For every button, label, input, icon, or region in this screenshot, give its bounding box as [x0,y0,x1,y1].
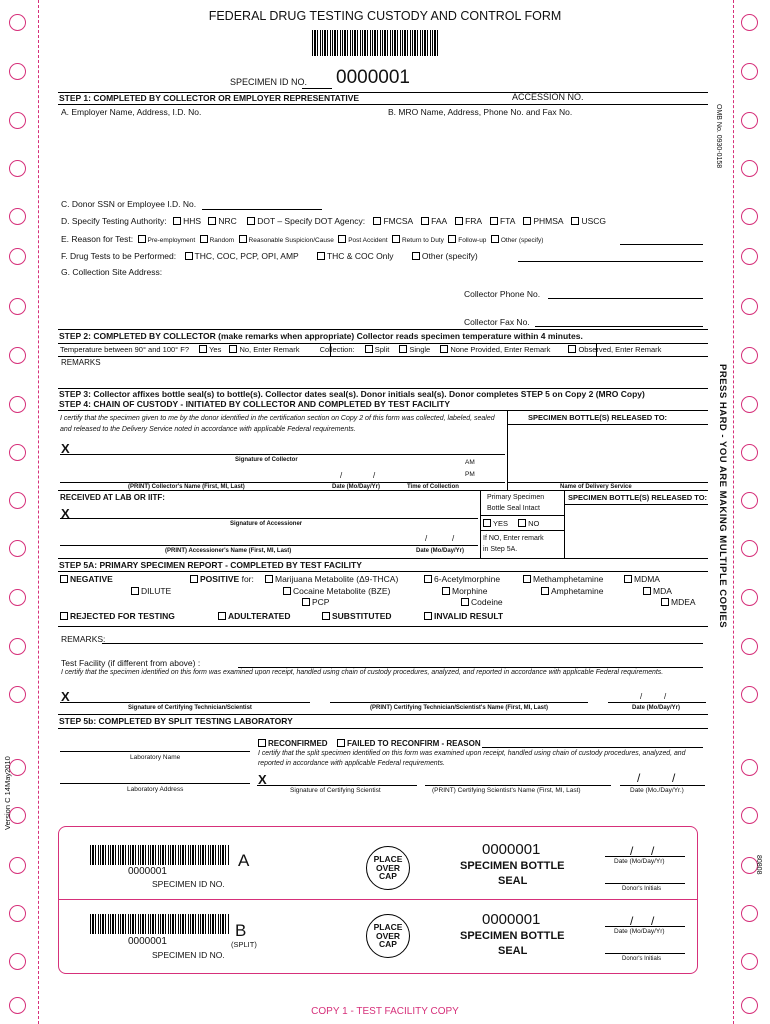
step5a-title: STEP 5A: PRIMARY SPECIMEN REPORT - COMPLETED BY TEST FACILITY [59,560,362,570]
accessioner-signature-label: Signature of Accessioner [230,521,303,527]
nrc-checkbox[interactable] [208,217,216,225]
press-hard-notice: PRESS HARD - YOU ARE MAKING MULTIPLE COPIES [717,364,728,629]
split-date-slash-1: / [637,771,641,785]
drug-amphetamine[interactable]: Amphetamine [541,587,603,596]
label-b-cap: PLACE OVER CAP [366,914,410,958]
pm-label: PM [465,471,475,478]
facility-certification: I certify that the specimen identified on this form was examined upon receipt, handled using chain of custody procedures, analyzed, and reported in accordance with applicable Federal requirements. [61,669,664,676]
accessioner-date-label: Date (Mo/Day/Yr) [416,548,465,554]
label-a-id: 0000001 [128,866,167,877]
test-facility-label: Test Facility (if different from above) : [61,658,201,668]
split-print-label: (PRINT) Certifying Scientist's Name (First, MI, Last) [432,787,581,794]
released-to-label-2: SPECIMEN BOTTLE(S) RELEASED TO: [568,493,708,502]
random-checkbox[interactable] [200,235,208,243]
failed-reconfirm-option[interactable]: FAILED TO RECONFIRM - REASON [337,739,481,748]
collector-fax-field[interactable] [535,326,703,327]
step5b-title: STEP 5b: COMPLETED BY SPLIT TESTING LABORATORY [59,716,293,726]
fmcsa-checkbox[interactable] [373,217,381,225]
delivery-service-label: Name of Delivery Service [560,484,632,490]
tech-date-slash-2: / [664,692,667,701]
lab-name-field[interactable] [60,751,250,752]
split-checkbox[interactable] [365,345,373,353]
collection-site-label: G. Collection Site Address: [61,267,163,277]
collector-certification: I certify that the specimen given to me by the donor identified in the certification section on Copy 2 of this form was collected, labeled, sealed and released to the Delivery Service noted in accordance with applicable Federal requirements. [60,415,495,433]
split-certification: I certify that the split specimen identified on this form was examined upon receipt, handled using chain of custody procedures, analyzed, and reported in accordance with applicable Federal requirements. [258,750,686,767]
drug-codeine[interactable]: Codeine [461,598,503,607]
label-a-letter: A [238,851,250,870]
label-b-date-slash-1: / [630,914,634,928]
fra-checkbox[interactable] [455,217,463,225]
primary-specimen-label: Primary Specimen [487,494,545,501]
accessioner-x: X [61,506,70,521]
am-label: AM [465,459,475,466]
other-test-checkbox[interactable] [412,252,420,260]
reason-for-test: E. Reason for Test: Pre-employment Random Reasonable Suspicion/Cause Post Accident Return to Duty Follow-up Other (specify) [61,234,544,244]
single-checkbox[interactable] [399,345,407,353]
step2-title: STEP 2: COMPLETED BY COLLECTOR (make remarks when appropriate) Collector reads specimen temperature within 4 minutes. [59,331,583,341]
drug-mdea[interactable]: MDEA [661,598,696,607]
return-to-duty-checkbox[interactable] [392,235,400,243]
label-a-seal-word: SEAL [498,875,528,887]
lab-address-label: Laboratory Address [127,786,184,793]
split-date-slash-2: / [672,771,676,785]
tech-signature-line[interactable] [60,702,310,703]
form-title: FEDERAL DRUG TESTING CUSTODY AND CONTROL FORM [208,9,562,23]
drug-6am[interactable]: 6-Acetylmorphine [424,575,500,584]
collector-x: X [61,441,70,456]
temperature-row: Temperature between 90° and 100° F? Yes No, Enter Remark Collection: Split Single None Provided, Enter Remark Observed, Enter Remark [60,345,662,354]
split-signature-label: Signature of Certifying Scientist [290,787,381,794]
negative-option[interactable]: NEGATIVE [60,575,113,584]
header-barcode [312,30,440,56]
substituted-option[interactable]: SUBSTITUTED [322,612,392,621]
other-reason-checkbox[interactable] [491,235,499,243]
split-x: X [258,772,267,787]
label-b-split: (SPLIT) [231,940,257,949]
label-b-initials-field[interactable] [605,953,685,954]
specimen-id-label: SPECIMEN ID NO. [230,77,308,87]
label-b-id: 0000001 [128,936,167,947]
invalid-option[interactable]: INVALID RESULT [424,612,503,621]
drug-thc[interactable]: Marijuana Metabolite (Δ9-THCA) [265,575,398,584]
employer-field[interactable] [60,120,380,195]
follow-up-checkbox[interactable] [448,235,456,243]
uscg-checkbox[interactable] [571,217,579,225]
label-a-id-label: SPECIMEN ID NO. [152,879,225,889]
label-a-seal-title: SPECIMEN BOTTLE [460,860,565,872]
step4-title: STEP 4: CHAIN OF CUSTODY - INITIATED BY COLLECTOR AND COMPLETED BY TEST FACILITY [59,399,451,409]
accessioner-date-slash-2: / [452,534,455,543]
label-b-date-field[interactable] [605,926,685,927]
collector-signature-label: Signature of Collector [235,457,298,463]
collector-phone-label: Collector Phone No. [464,289,541,299]
label-b-barcode [90,914,230,934]
tech-date-slash-1: / [640,692,643,701]
seal-no-checkbox[interactable] [518,519,526,527]
label-b-seal-id: 0000001 [482,911,541,928]
released-to-label: SPECIMEN BOTTLE(S) RELEASED TO: [528,413,668,422]
label-a-cap: PLACE OVER CAP [366,846,410,890]
drug-meth[interactable]: Methamphetamine [523,575,603,584]
collector-print-label: (PRINT) Collector's Name (First, MI, Last) [128,484,245,490]
fta-checkbox[interactable] [490,217,498,225]
accession-label: ACCESSION NO. [512,92,584,102]
label-b-date-label: Date (Mo/Day/Yr) [614,928,665,935]
version-label: Version C 14May2010 [3,756,12,830]
tech-signature-label: Signature of Certifying Technician/Scientist [128,705,252,711]
testing-authority: D. Specify Testing Authority: HHS NRC DOT – Specify DOT Agency: FMCSA FAA FRA FTA PHMSA USCG [61,216,607,226]
in-step-label: in Step 5A. [483,546,518,553]
remarks-label: REMARKS [61,358,101,367]
seal-intact-label: Bottle Seal Intact [487,505,540,512]
received-lab-label: RECEIVED AT LAB OR IITF: [60,493,165,502]
drug-cocaine[interactable]: Cocaine Metabolite (BZE) [283,587,390,596]
dot-checkbox[interactable] [247,217,255,225]
left-perforation [38,0,39,1024]
donor-id-label: C. Donor SSN or Employee I.D. No. [61,199,197,209]
lab-address-field[interactable] [60,783,250,784]
step1-title: STEP 1: COMPLETED BY COLLECTOR OR EMPLOYER REPRESENTATIVE [59,93,360,103]
pre-employment-checkbox[interactable] [138,235,146,243]
label-a-initials-label: Donor's Initials [622,886,662,892]
tech-date-label: Date (Mo/Day/Yr) [632,705,681,711]
mro-field-label: B. MRO Name, Address, Phone No. and Fax No. [388,107,573,117]
reconfirmed-option[interactable]: RECONFIRMED [258,739,328,748]
label-b-date-slash-2: / [651,914,655,928]
temp-no-checkbox[interactable] [229,345,237,353]
right-perforation [733,0,734,1024]
drug-morphine[interactable]: Morphine [442,587,487,596]
tech-x: X [61,689,70,704]
thc-coc-checkbox[interactable] [317,252,325,260]
label-a-date-label: Date (Mo/Day/Yr) [614,858,665,865]
label-a-initials-field[interactable] [605,883,685,884]
hhs-checkbox[interactable] [173,217,181,225]
label-b-id-label: SPECIMEN ID NO. [152,950,225,960]
omb-number: OMB No. 0930-0158 [715,104,722,169]
time-collection-label: Time of Collection [407,484,459,490]
positive-option[interactable]: POSITIVE for: [190,575,254,584]
drug-pcp[interactable]: PCP [302,598,329,607]
label-b-initials-label: Donor's Initials [622,956,662,962]
accessioner-print-label: (PRINT) Accessioner's Name (First, MI, Last) [165,548,292,554]
employer-field-label: A. Employer Name, Address, I.D. No. [61,107,202,117]
collector-fax-label: Collector Fax No. [464,317,530,327]
post-accident-checkbox[interactable] [338,235,346,243]
label-b-seal-word: SEAL [498,945,528,957]
accessioner-date-slash-1: / [425,534,428,543]
seal-yes-checkbox[interactable] [483,519,491,527]
accessioner-signature-line[interactable] [60,518,478,519]
donor-id-field[interactable] [202,209,322,210]
none-provided-checkbox[interactable] [440,345,448,353]
adulterated-option[interactable]: ADULTERATED [218,612,290,621]
temp-yes-checkbox[interactable] [199,345,207,353]
drug-mdma[interactable]: MDMA [624,575,660,584]
step3-title: STEP 3: Collector affixes bottle seal(s) to bottle(s). Collector dates seal(s). Donor initials seal(s). Donor completes STEP 5 on Copy 2 (MRO Copy) [59,389,645,399]
label-a-date-field[interactable] [605,856,685,857]
label-a-barcode [90,845,230,865]
five-panel-checkbox[interactable] [185,252,193,260]
side-code: 80808 [755,855,762,875]
collector-phone-field[interactable] [548,298,703,299]
label-b-letter: B [235,921,247,940]
label-b-seal-title: SPECIMEN BOTTLE [460,930,565,942]
tech-print-label: (PRINT) Certifying Technician/Scientist's Name (First, MI, Last) [370,705,549,711]
rejected-option[interactable]: REJECTED FOR TESTING [60,612,175,621]
split-signature-line[interactable] [257,785,417,786]
collector-date-slash-2: / [373,471,376,480]
if-no-label: If NO, Enter remark [483,535,544,542]
step5a-remarks-field[interactable] [102,643,703,644]
split-date-label: Date (Mo./Day/Yr.) [630,787,684,794]
specimen-id-number: 0000001 [336,67,410,88]
collector-date-slash-1: / [340,471,343,480]
suspicion-checkbox[interactable] [239,235,247,243]
dilute-option[interactable]: DILUTE [131,587,171,596]
mro-field[interactable] [386,120,706,195]
drug-tests: F. Drug Tests to be Performed: THC, COC, PCP, OPI, AMP THC & COC Only Other (specify) [61,251,478,261]
seal-yes-no: YES NO [483,519,539,528]
phmsa-checkbox[interactable] [523,217,531,225]
collector-signature-line[interactable] [60,454,505,455]
drug-mda[interactable]: MDA [643,587,672,596]
faa-checkbox[interactable] [421,217,429,225]
label-a-date-slash-1: / [630,844,634,858]
test-facility-field[interactable] [238,667,703,668]
copy-footer: COPY 1 - TEST FACILITY COPY [311,1006,459,1017]
label-a-seal-id: 0000001 [482,841,541,858]
label-a-date-slash-2: / [651,844,655,858]
lab-name-label: Laboratory Name [130,754,181,761]
observed-checkbox[interactable] [568,345,576,353]
step5a-remarks-label: REMARKS: [61,634,106,644]
collector-date-label: Date (Mo/Day/Yr) [332,484,381,490]
